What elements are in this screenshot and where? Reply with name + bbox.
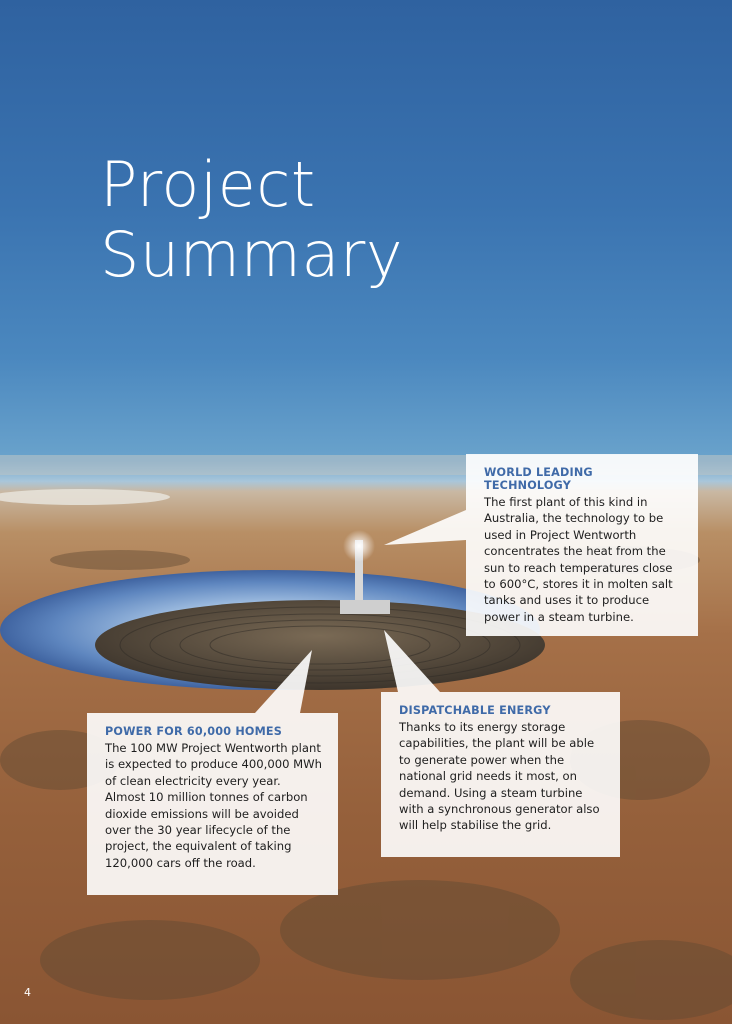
salt-lake	[0, 489, 170, 505]
title-line-1: Project	[100, 148, 316, 221]
callout-heading: POWER FOR 60,000 HOMES	[105, 725, 283, 738]
callout-heading: DISPATCHABLE ENERGY	[399, 704, 551, 717]
callout-heading: WORLD LEADING TECHNOLOGY	[484, 466, 593, 492]
callout-world-leading-technology	[466, 454, 698, 636]
page-number: 4	[24, 986, 31, 999]
callout-power-for-homes	[87, 713, 338, 895]
receiver-glow	[343, 530, 375, 562]
callout-pointer-tech	[384, 510, 466, 545]
page-title	[100, 150, 403, 290]
power-block	[340, 600, 390, 614]
callout-body: Thanks to its energy storage capabilities, the plant will be able to generate power when the national grid needs it most, on demand. Using a steam turbine with a synchronous generator also will help stabilise the grid.	[399, 720, 600, 833]
callout-body: The 100 MW Project Wentworth plant is expected to produce 400,000 MWh of clean electricity every year. Almost 10 million tonnes of carbon dioxide emissions will be avoided over the 30 year lifecycle of the project, the equivalent of taking 120,000 cars off the road.	[105, 741, 322, 870]
callout-body: The first plant of this kind in Australia, the technology to be used in Project Wentworth concentrates the heat from the sun to reach temperatures close to 600°C, stores it in molten salt tanks and uses it to produce power in a steam turbine.	[484, 495, 673, 624]
callout-dispatchable-energy	[381, 692, 620, 857]
title-line-2: Summary	[100, 218, 404, 291]
